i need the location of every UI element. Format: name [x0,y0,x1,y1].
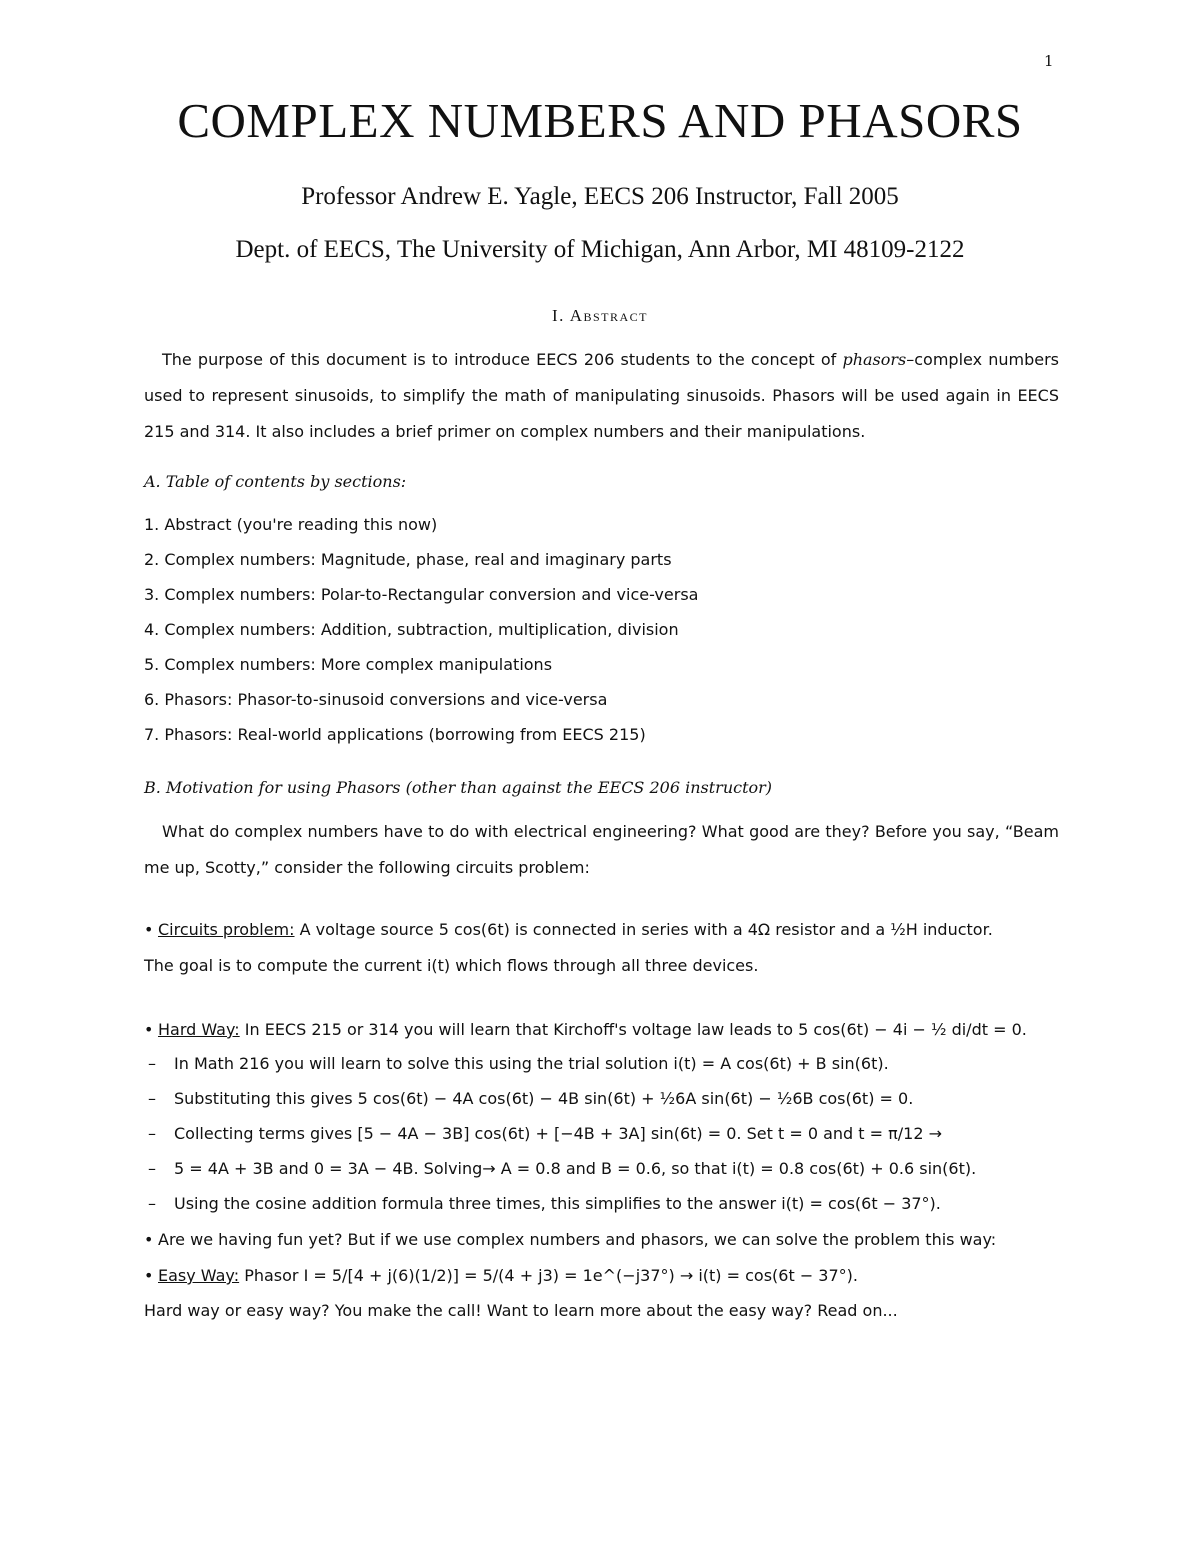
abstract-lead: The purpose of this document is to introduce EECS 206 students to the concept of [162,350,843,369]
abstract-paragraph [144,342,1059,450]
hard-way-step: – Substituting this gives 5 cos(6t) − 4A cos(6t) − 4B sin(6t) + ½6A sin(6t) − ½6B cos(6t) = 0. [148,1089,914,1108]
toc-item: 2. Complex numbers: Magnitude, phase, real and imaginary parts [144,550,672,569]
dash-icon: – [148,1054,156,1073]
hard-way-step: – 5 = 4A + 3B and 0 = 3A − 4B. Solving→ A = 0.8 and B = 0.6, so that i(t) = 0.8 cos(6t) + 0.6 sin(6t). [148,1159,977,1178]
toc-item: 6. Phasors: Phasor-to-sinusoid conversions and vice-versa [144,690,608,709]
bullet-icon: • [144,1266,154,1285]
toc-item: 7. Phasors: Real-world applications (borrowing from EECS 215) [144,725,646,744]
hard-way-step: – Using the cosine addition formula three times, this simplifies to the answer i(t) = cos(6t − 37°). [148,1194,941,1213]
easy-way-line [144,1266,858,1285]
page-number: 1 [1044,52,1054,70]
easy-way-text: Phasor I = 5/[4 + j(6)(1/2)] = 5/(4 + j3) = 1e^(−j37°) → i(t) = cos(6t − 37°). [239,1266,858,1285]
circuits-label: Circuits problem: [158,920,295,939]
circuits-text: A voltage source 5 cos(6t) is connected in series with a 4Ω resistor and a ½H inductor. [294,920,993,939]
toc-item: 5. Complex numbers: More complex manipulations [144,655,553,674]
motivation-heading: B. Motivation for using Phasors (other than against the EECS 206 instructor) [144,778,773,797]
dash-icon: – [148,1089,156,1108]
circuits-line-1 [144,920,993,939]
hard-way-line [144,1020,1027,1039]
motivation-paragraph: What do complex numbers have to do with electrical engineering? What good are they? Before you say, “Beam me up, Scotty,” consider the following circuits problem: [144,822,1059,877]
affiliation-line: Dept. of EECS, The University of Michigan, Ann Arbor, MI 48109-2122 [235,236,965,263]
toc-item: 3. Complex numbers: Polar-to-Rectangular conversion and vice-versa [144,585,699,604]
abstract-rest: –complex numbers used to represent sinusoids, to simplify the math of manipulating sinusoids. Phasors will be used again in EECS 215 and 314. It also includes a brief primer on complex numbers and their manipulations. [144,350,1060,441]
abstract-emph: phasors [842,350,907,369]
document-title: COMPLEX NUMBERS AND PHASORS [177,93,1023,148]
circuits-line-2: The goal is to compute the current i(t) which flows through all three devices. [144,956,759,975]
hard-way-step: – Collecting terms gives [5 − 4A − 3B] cos(6t) + [−4B + 3A] sin(6t) = 0. Set t = 0 and t = π/12 → [148,1124,942,1143]
hard-way-text: In EECS 215 or 314 you will learn that Kirchoff's voltage law leads to 5 cos(6t) − 4i − ½ di/dt = 0. [239,1020,1027,1039]
closing-line: Hard way or easy way? You make the call! Want to learn more about the easy way? Read on... [144,1301,898,1320]
fun-line: • Are we having fun yet? But if we use complex numbers and phasors, we can solve the problem this way: [144,1230,997,1249]
bullet-icon: • [144,920,154,939]
easy-way-label: Easy Way: [158,1266,240,1285]
dash-icon: – [148,1159,156,1178]
toc-item: 4. Complex numbers: Addition, subtraction, multiplication, division [144,620,679,639]
section-heading-abstract: I. Abstract [551,306,648,325]
bullet-icon: • [144,1020,154,1039]
author-line: Professor Andrew E. Yagle, EECS 206 Instructor, Fall 2005 [301,183,899,210]
hard-way-step: – In Math 216 you will learn to solve this using the trial solution i(t) = A cos(6t) + B sin(6t). [148,1054,889,1073]
hard-way-label: Hard Way: [158,1020,240,1039]
toc-heading: A. Table of contents by sections: [144,472,407,491]
bullet-icon: • [144,1230,154,1249]
dash-icon: – [148,1124,156,1143]
toc-item: 1. Abstract (you're reading this now) [144,515,438,534]
dash-icon: – [148,1194,156,1213]
